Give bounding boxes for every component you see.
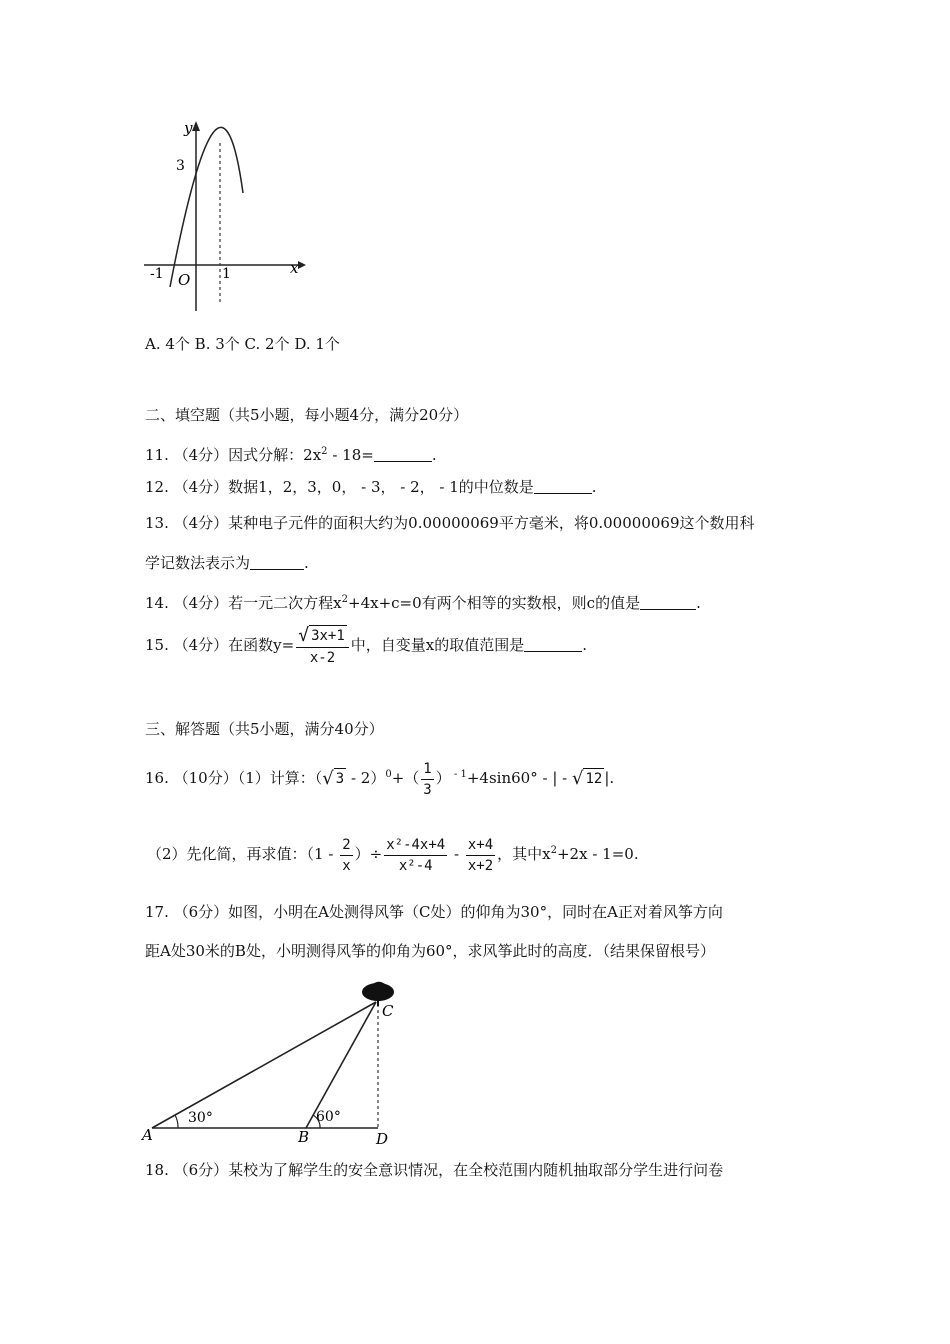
question-13-line2: 学记数法表示为 . [145, 554, 309, 572]
function-fraction: √ 3x+1 x-2 [296, 625, 349, 668]
y-axis-arrow [192, 121, 200, 131]
question-17-line1: 17. （6分）如图，小明在A处测得风筝（C处）的仰角为30°，同时在A正对着风筝方向 [145, 903, 723, 921]
question-16-part1: 16. （10分）（1）计算：（ √ 3 - 2）$^0$+（ $\frac{1}{3}$ ） $^{- 1}$+4sin60° - | - √ 12 |. [145, 760, 615, 798]
answer-blank [250, 555, 304, 570]
tick-label-minus1: -1 [150, 266, 164, 282]
answer-blank [524, 637, 582, 652]
label-C: C [382, 1002, 394, 1020]
section3-title: 三、解答题（共5小题，满分40分） [145, 720, 384, 738]
tick-label-3: 3 [176, 158, 185, 174]
section2-title: 二、填空题（共5小题，每小题4分，满分20分） [145, 406, 469, 424]
question-15: 15. （4分）在函数y= √ 3x+1 x-2 中，自变量x的取值范围是 . [145, 624, 588, 666]
answer-blank [640, 595, 696, 610]
question-13-line1: 13. （4分）某种电子元件的面积大约为0.00000069平方毫米，将0.00000069这个数用科 [145, 514, 755, 532]
label-B: B [298, 1128, 310, 1146]
angle-label-30: 30° [188, 1110, 213, 1126]
y-axis-label: y [184, 119, 193, 137]
tick-label-1: 1 [222, 266, 231, 282]
line-AC [152, 1002, 376, 1128]
x-axis-label: x [290, 259, 299, 277]
answer-blank [534, 479, 592, 494]
question-11: 11. （4分）因式分解：$2x^2 - 18=$ . [145, 446, 437, 464]
origin-label: O [178, 271, 191, 289]
label-A: A [142, 1126, 153, 1144]
angle-label-60: 60° [316, 1109, 341, 1125]
label-D: D [376, 1130, 389, 1148]
x-axis-arrow [298, 261, 306, 269]
question-18-line1: 18. （6分）某校为了解学生的安全意识情况，在全校范围内随机抽取部分学生进行问卷 [145, 1161, 724, 1179]
question-17-line2: 距A处30米的B处，小明测得风筝的仰角为60°，求风筝此时的高度．（结果保留根号） [145, 942, 716, 960]
angle-arc-A [175, 1115, 178, 1128]
question-12: 12. （4分）数据1，2，3，0， - 3， - 2， - 1的中位数是 . [145, 478, 597, 496]
question-14: 14. （4分）若一元二次方程$x^2+4x+c=0$有两个相等的实数根，则c的值是 . [145, 594, 701, 612]
answer-blank [374, 447, 432, 462]
parabola-graph [140, 115, 310, 315]
q10-options: A. 4个 B. 3个 C. 2个 D. 1个 [145, 335, 340, 353]
parabola-curve [170, 127, 243, 287]
kite-triangle-figure [140, 972, 420, 1152]
question-16-part2: （2）先化简，再求值：（1 - $\frac{2}{x}$ ）÷ $\frac{\text{x²-4x+4}}{\text{x²-4}}$ - $\frac{x+4}{x+2}$ ，其中$x^2+2x - 1=0$. [147, 836, 639, 874]
